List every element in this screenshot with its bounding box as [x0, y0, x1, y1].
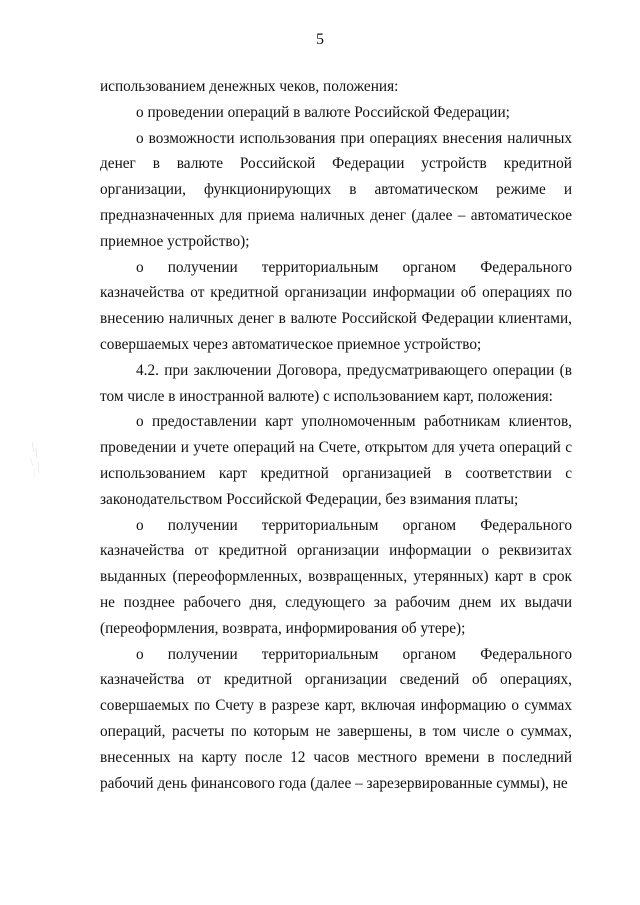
- paragraph-section-4-2: 4.2. при заключении Договора, предусматривающего операции (в том числе в иностранной валюте) с использованием карт, положения:: [100, 361, 572, 405]
- paragraph-card-operations-info: о получении территориальным органом Федерального казначейства от кредитной организации сведений об операциях, совершаемых по Счету в разрезе карт, включая информацию о суммах операций, расчеты по которым не завершены, в том числе о суммах, внесенных на карту после 12 часов местного времени в последний рабочий день финансового года (далее – зарезервированные суммы), не: [100, 645, 572, 792]
- paragraph-card-details-info: о получении территориальным органом Федерального казначейства от кредитной организации информации о реквизитах выданных (переоформленных, возвращенных, утерянных) карт в срок не позднее рабочего дня, следующего за рабочим днем их выдачи (переоформления, возврата, информирования об утере);: [100, 516, 572, 637]
- paragraph-continuation: использованием денежных чеков, положения:: [100, 78, 399, 95]
- paragraph-card-provision: о предоставлении карт уполномоченным работникам клиентов, проведении и учете операций на Счете, открытом для учета операций с использованием карт кредитной организацией в соответствии с законодательством Российской Федерации, без взимания платы;: [100, 413, 572, 508]
- paragraph-currency-operations: о проведении операций в валюте Российской Федерации;: [136, 103, 510, 121]
- margin-scan-mark: [26, 440, 44, 480]
- paragraph-device-operations-info: о получении территориальным органом Федерального казначейства от кредитной организации информации об операциях по внесению наличных денег в валюте Российской Федерации клиентами, совершаемых через автоматическое приемное устройство;: [100, 258, 572, 353]
- paragraph-automatic-device: о возможности использования при операциях внесения наличных денег в валюте Российской Федерации устройств кредитной организации, функционирующих в автоматическом режиме и предназначенных для приема наличных денег (далее – автоматическое приемное устройство);: [100, 129, 572, 250]
- document-body: [100, 74, 572, 796]
- page-number: 5: [316, 31, 324, 48]
